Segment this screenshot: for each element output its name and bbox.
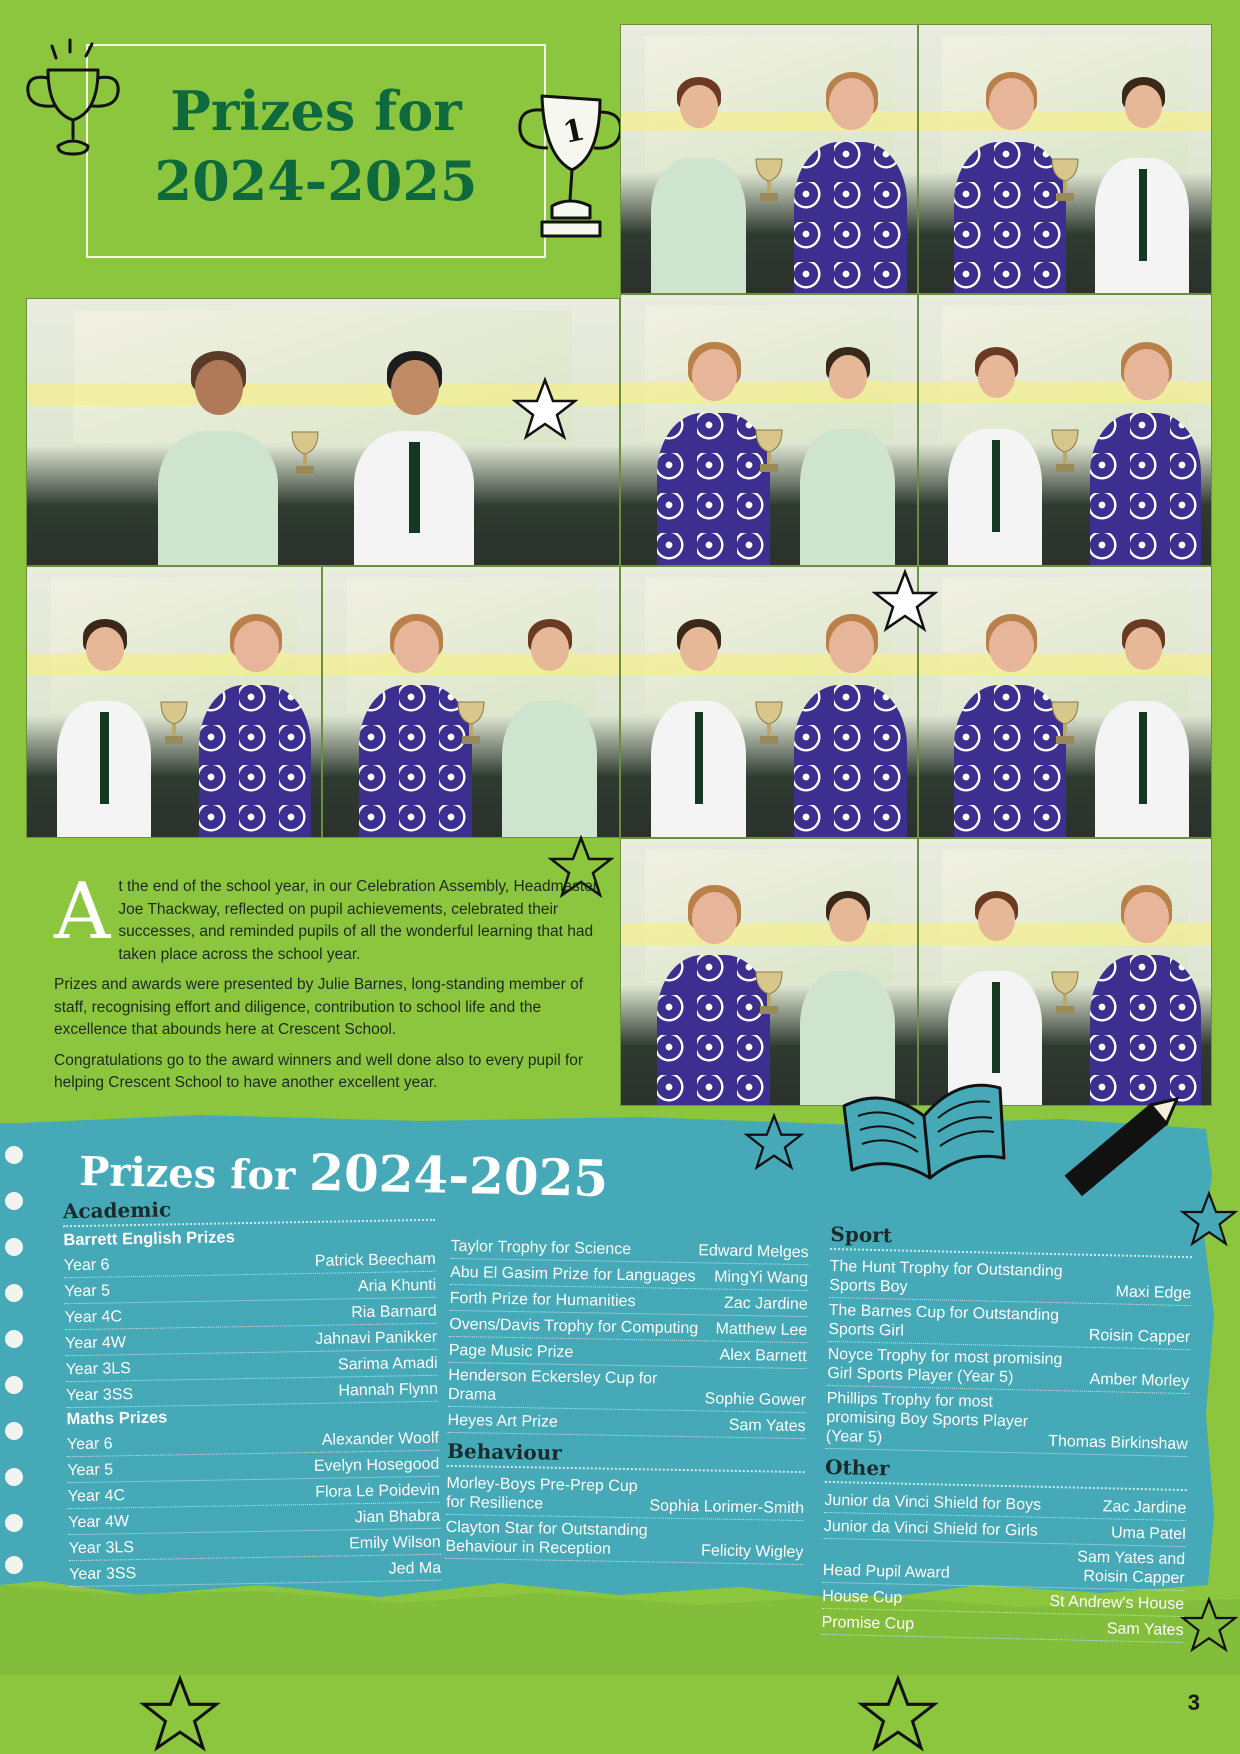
prize-row bbox=[446, 1471, 805, 1521]
prize-winner: Alexander Woolf bbox=[321, 1429, 440, 1449]
prize-label: Ovens/Davis Trophy for Computing bbox=[449, 1315, 699, 1338]
trophy-icon bbox=[1048, 426, 1082, 476]
prize-winner: Hannah Flynn bbox=[338, 1380, 439, 1400]
prize-winner: Zac Jardine bbox=[1102, 1498, 1187, 1518]
sport-prizes-list bbox=[826, 1254, 1192, 1457]
prize-row bbox=[66, 1376, 438, 1408]
pupil-figure bbox=[651, 619, 746, 837]
prize-label: Forth Prize for Humanities bbox=[449, 1289, 636, 1311]
pupil-figure bbox=[1095, 619, 1189, 837]
pupil-figure bbox=[502, 619, 597, 837]
prize-row bbox=[826, 1386, 1189, 1457]
article bbox=[54, 867, 610, 1103]
prize-winner: Sam Yates and Roisin Capper bbox=[1077, 1548, 1186, 1588]
trophy-icon bbox=[1048, 698, 1082, 748]
prize-label: Year 4W bbox=[65, 1334, 127, 1353]
prize-winner: Aria Khunti bbox=[357, 1276, 437, 1296]
star-doodle-icon bbox=[1180, 1596, 1238, 1654]
article-text: t the end of the school year, in our Celebration Assembly, Headmaster, Joe Thackway, reflected on pupil achievements, celebrated their successes, and reminded pupils of all the wonderful learning that had taken place across the school year. bbox=[118, 878, 602, 963]
star-doodle-icon bbox=[856, 1674, 940, 1754]
prize-label: Phillips Trophy for most promising Boy Sports Player (Year 5) bbox=[825, 1389, 1029, 1447]
prize-label: Clayton Star for Outstanding Behaviour in Reception bbox=[445, 1518, 648, 1558]
prize-winner: Jed Ma bbox=[388, 1559, 442, 1578]
english-prizes-list bbox=[64, 1246, 439, 1408]
trophy-icon bbox=[1048, 155, 1082, 205]
prize-winner: Thomas Birkinshaw bbox=[1048, 1432, 1188, 1454]
pupil-figure bbox=[158, 351, 278, 565]
page-title bbox=[88, 76, 544, 216]
prize-label: Year 3LS bbox=[65, 1360, 132, 1379]
prizes-title-part1: Prizes for bbox=[78, 1147, 296, 1200]
pupil-figure bbox=[800, 347, 895, 565]
prize-label: Year 3LS bbox=[68, 1539, 135, 1558]
teacher-figure bbox=[199, 614, 311, 837]
drop-cap: A bbox=[54, 867, 111, 957]
prize-label: The Hunt Trophy for Outstanding Sports Boy bbox=[829, 1257, 1063, 1296]
prize-label: Junior da Vinci Shield for Boys bbox=[824, 1491, 1042, 1514]
prize-label: Page Music Prize bbox=[448, 1341, 574, 1362]
prize-label: Year 4W bbox=[68, 1513, 130, 1532]
prize-label: Junior da Vinci Shield for Girls bbox=[823, 1517, 1038, 1540]
pencil-icon bbox=[1058, 1080, 1198, 1200]
teacher-figure bbox=[1090, 885, 1202, 1105]
maths-prizes-list bbox=[67, 1425, 442, 1587]
prize-label: Year 5 bbox=[64, 1282, 111, 1301]
article-paragraph: Prizes and awards were presented by Julie Barnes, long-standing member of staff, recognising effort and diligence, contribution to school life and the excellence that abounds here at Crescent School. bbox=[54, 976, 583, 1038]
star-doodle-icon bbox=[138, 1674, 222, 1754]
open-book-icon bbox=[834, 1066, 1014, 1186]
prize-winner: Sophie Gower bbox=[704, 1390, 807, 1410]
prize-label: Head Pupil Award bbox=[822, 1561, 950, 1582]
prize-label: Year 4C bbox=[64, 1308, 123, 1327]
prize-winner: Jahnavi Panikker bbox=[315, 1328, 438, 1348]
title-line2: 2024-2025 bbox=[154, 149, 478, 213]
academic-column bbox=[63, 1193, 442, 1587]
page-number: 3 bbox=[1187, 1690, 1200, 1715]
prize-row bbox=[447, 1407, 805, 1439]
subject-column bbox=[445, 1233, 809, 1565]
prize-winner: Roisin Capper bbox=[1088, 1326, 1191, 1347]
prize-label: The Barnes Cup for Outstanding Sports Girl bbox=[828, 1301, 1060, 1340]
prize-winner: Amber Morley bbox=[1089, 1370, 1190, 1391]
prize-label: Year 3SS bbox=[65, 1386, 134, 1405]
article-paragraph: Congratulations go to the award winners and well done also to every pupil for helping Crescent School to have another excellent year. bbox=[54, 1051, 584, 1091]
behaviour-heading: Behaviour bbox=[447, 1439, 805, 1473]
prize-winner: Flora Le Poidevin bbox=[315, 1481, 440, 1501]
prize-winner: Matthew Lee bbox=[715, 1320, 808, 1340]
trophy-icon bbox=[288, 428, 322, 478]
prize-row bbox=[448, 1363, 807, 1413]
prize-label: Henderson Eckersley Cup for Drama bbox=[447, 1366, 658, 1404]
prize-label: House Cup bbox=[822, 1587, 903, 1607]
pupil-figure bbox=[354, 351, 474, 565]
prize-label: Year 4C bbox=[67, 1487, 126, 1506]
prize-label: Taylor Trophy for Science bbox=[450, 1237, 632, 1259]
prize-winner: Edward Melges bbox=[698, 1242, 809, 1262]
prize-photo bbox=[918, 24, 1212, 294]
behaviour-prizes-list bbox=[445, 1471, 804, 1565]
prize-photo bbox=[620, 24, 918, 294]
pupil-figure bbox=[948, 347, 1042, 565]
prize-label: Year 6 bbox=[63, 1256, 110, 1275]
prize-winner: Patrick Beecham bbox=[314, 1250, 436, 1270]
trophy-icon bbox=[752, 155, 786, 205]
trophy-icon bbox=[157, 698, 191, 748]
prize-row bbox=[445, 1515, 804, 1565]
maths-prizes-heading: Maths Prizes bbox=[66, 1408, 168, 1429]
pupil-figure bbox=[57, 619, 152, 837]
title-line1: Prizes for bbox=[170, 79, 462, 143]
prize-winner: St Andrew's House bbox=[1049, 1593, 1185, 1614]
prize-photo bbox=[26, 566, 322, 838]
prize-winner: Sarima Amadi bbox=[337, 1354, 438, 1374]
prize-label: Year 6 bbox=[66, 1435, 113, 1454]
prize-label: Year 3SS bbox=[69, 1565, 137, 1584]
prize-photo bbox=[918, 294, 1212, 566]
prize-winner: Jian Bhabra bbox=[354, 1507, 441, 1527]
other-prizes-list bbox=[821, 1487, 1186, 1643]
pupil-figure bbox=[1095, 77, 1189, 293]
prize-photo bbox=[918, 566, 1212, 838]
prize-photo bbox=[322, 566, 620, 838]
prizes-title-year: 2024-2025 bbox=[308, 1142, 609, 1209]
teacher-figure bbox=[794, 72, 907, 293]
prize-winner: Uma Patel bbox=[1110, 1524, 1186, 1544]
prize-label: Year 5 bbox=[67, 1461, 114, 1480]
prize-winner: Alex Barnett bbox=[719, 1346, 807, 1366]
trophy-doodle-icon bbox=[12, 34, 132, 164]
title-box bbox=[86, 44, 546, 258]
prize-winner: Sam Yates bbox=[1106, 1620, 1184, 1640]
prize-winner: Sophia Lorimer-Smith bbox=[649, 1497, 805, 1518]
prize-label: Promise Cup bbox=[821, 1613, 915, 1633]
trophy-icon bbox=[752, 698, 786, 748]
academic-heading: Academic bbox=[63, 1193, 435, 1227]
prize-label: Morley-Boys Pre-Prep Cup for Resilience bbox=[446, 1474, 638, 1513]
prize-label: Noyce Trophy for most promising Girl Sports Player (Year 5) bbox=[827, 1345, 1063, 1387]
sport-heading: Sport bbox=[830, 1222, 1193, 1258]
trophy-icon bbox=[454, 698, 488, 748]
star-doodle-icon bbox=[872, 568, 938, 634]
article-paragraph bbox=[54, 867, 610, 966]
prize-winner: Sam Yates bbox=[728, 1416, 806, 1436]
prize-winner: Ria Barnard bbox=[351, 1302, 437, 1322]
teacher-figure bbox=[794, 614, 907, 837]
prize-label: Heyes Art Prize bbox=[447, 1411, 558, 1431]
prize-winner: Maxi Edge bbox=[1115, 1283, 1192, 1303]
trophy-number: 1 bbox=[560, 112, 588, 151]
prize-winner: Zac Jardine bbox=[723, 1294, 808, 1314]
prize-photo bbox=[620, 294, 918, 566]
trophy-icon bbox=[752, 426, 786, 476]
prize-winner: MingYi Wang bbox=[714, 1268, 809, 1288]
trophy-icon bbox=[1048, 968, 1082, 1018]
other-heading: Other bbox=[825, 1455, 1188, 1491]
subject-prizes-list bbox=[447, 1233, 808, 1439]
pupil-figure bbox=[651, 77, 746, 293]
prize-winner: Emily Wilson bbox=[348, 1533, 441, 1553]
prize-winner: Felicity Wigley bbox=[700, 1542, 804, 1562]
prize-label: Abu El Gasim Prize for Languages bbox=[450, 1263, 696, 1286]
sport-other-column bbox=[821, 1222, 1192, 1643]
english-prizes-heading: Barrett English Prizes bbox=[63, 1228, 235, 1250]
prize-winner: Evelyn Hosegood bbox=[313, 1455, 440, 1475]
star-doodle-icon bbox=[744, 1112, 804, 1172]
teacher-figure bbox=[1090, 342, 1202, 565]
number-one-trophy-icon bbox=[512, 86, 628, 246]
star-doodle-icon bbox=[512, 376, 578, 442]
trophy-icon bbox=[752, 968, 786, 1018]
